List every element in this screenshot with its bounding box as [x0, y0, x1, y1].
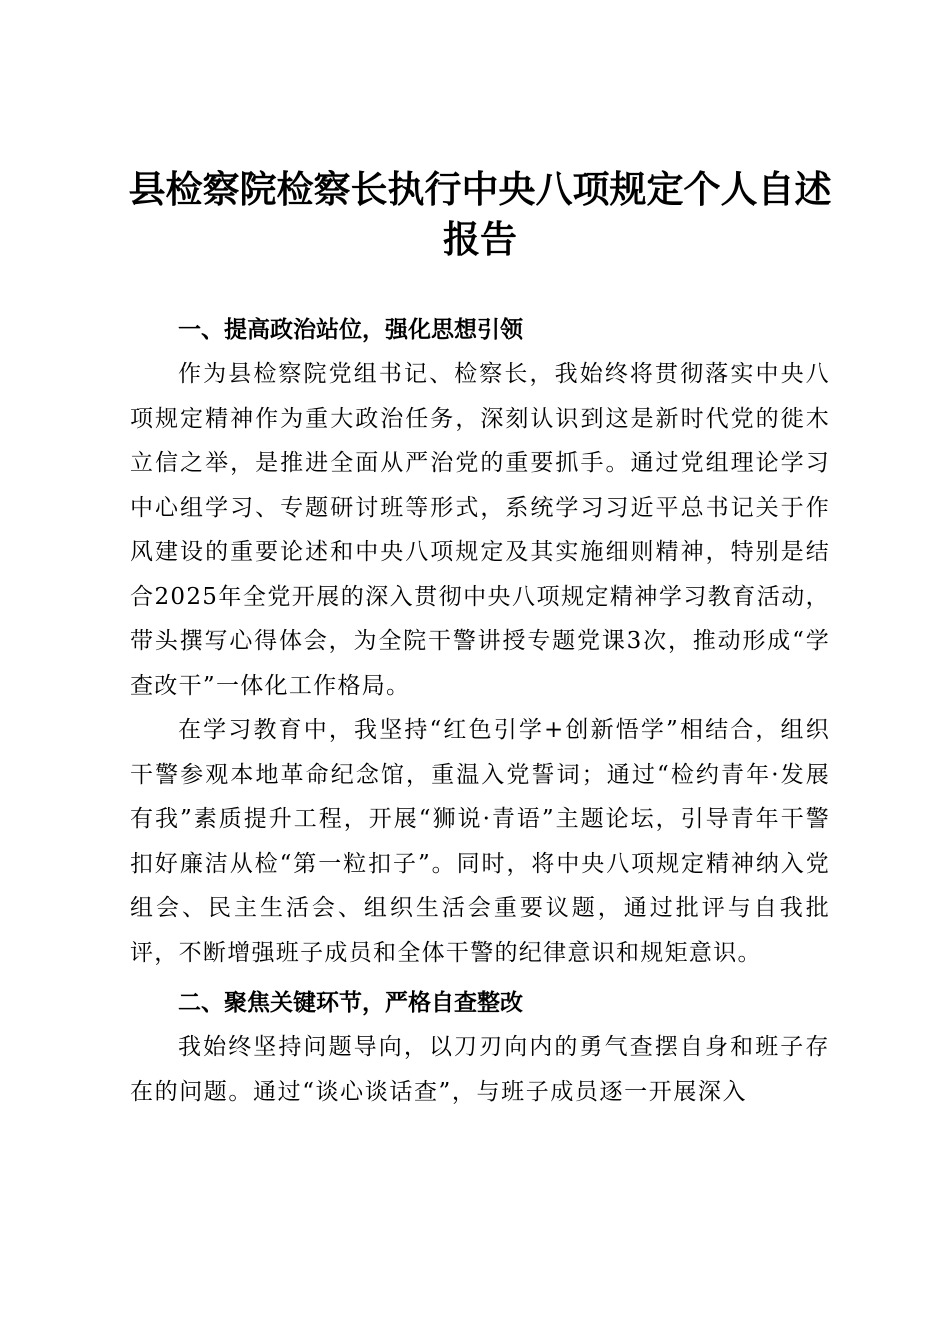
section-heading: 一、提高政治站位，强化思想引领	[178, 317, 523, 343]
section-heading: 二、聚焦关键环节，严格自查整改	[178, 990, 523, 1016]
paragraph: 我始终坚持问题导向，以刀刃向内的勇气查摆自身和班子存在的问题。通过“谈心谈话查”，与班子成员逐一开展深入	[130, 1034, 830, 1105]
paragraph: 在学习教育中，我坚持“红色引学+创新悟学”相结合，组织干警参观本地革命纪念馆，重温入党誓词；通过“检约青年·发展有我”素质提升工程，开展“狮说·青语”主题论坛，引导青年干警扣好廉洁从检“第一粒扣子”。同时，将中央八项规定精神纳入党组会、民主生活会、组织生活会重要议题，通过批评与自我批评，不断增强班子成员和全体干警的纪律意识和规矩意识。	[130, 717, 830, 966]
paragraph: 作为县检察院党组书记、检察长，我始终将贯彻落实中央八项规定精神作为重大政治任务，深刻认识到这是新时代党的徙木立信之举，是推进全面从严治党的重要抓手。通过党组理论学习中心组学习、专题研讨班等形式，系统学习习近平总书记关于作风建设的重要论述和中央八项规定及其实施细则精神，特别是结合2025年全党开展的深入贯彻中央八项规定精神学习教育活动，带头撰写心得体会，为全院干警讲授专题党课3次，推动形成“学查改干”一体化工作格局。	[130, 361, 830, 699]
document-title: 县检察院检察长执行中央八项规定个人自述报告	[128, 168, 832, 261]
document-body	[130, 308, 830, 1114]
